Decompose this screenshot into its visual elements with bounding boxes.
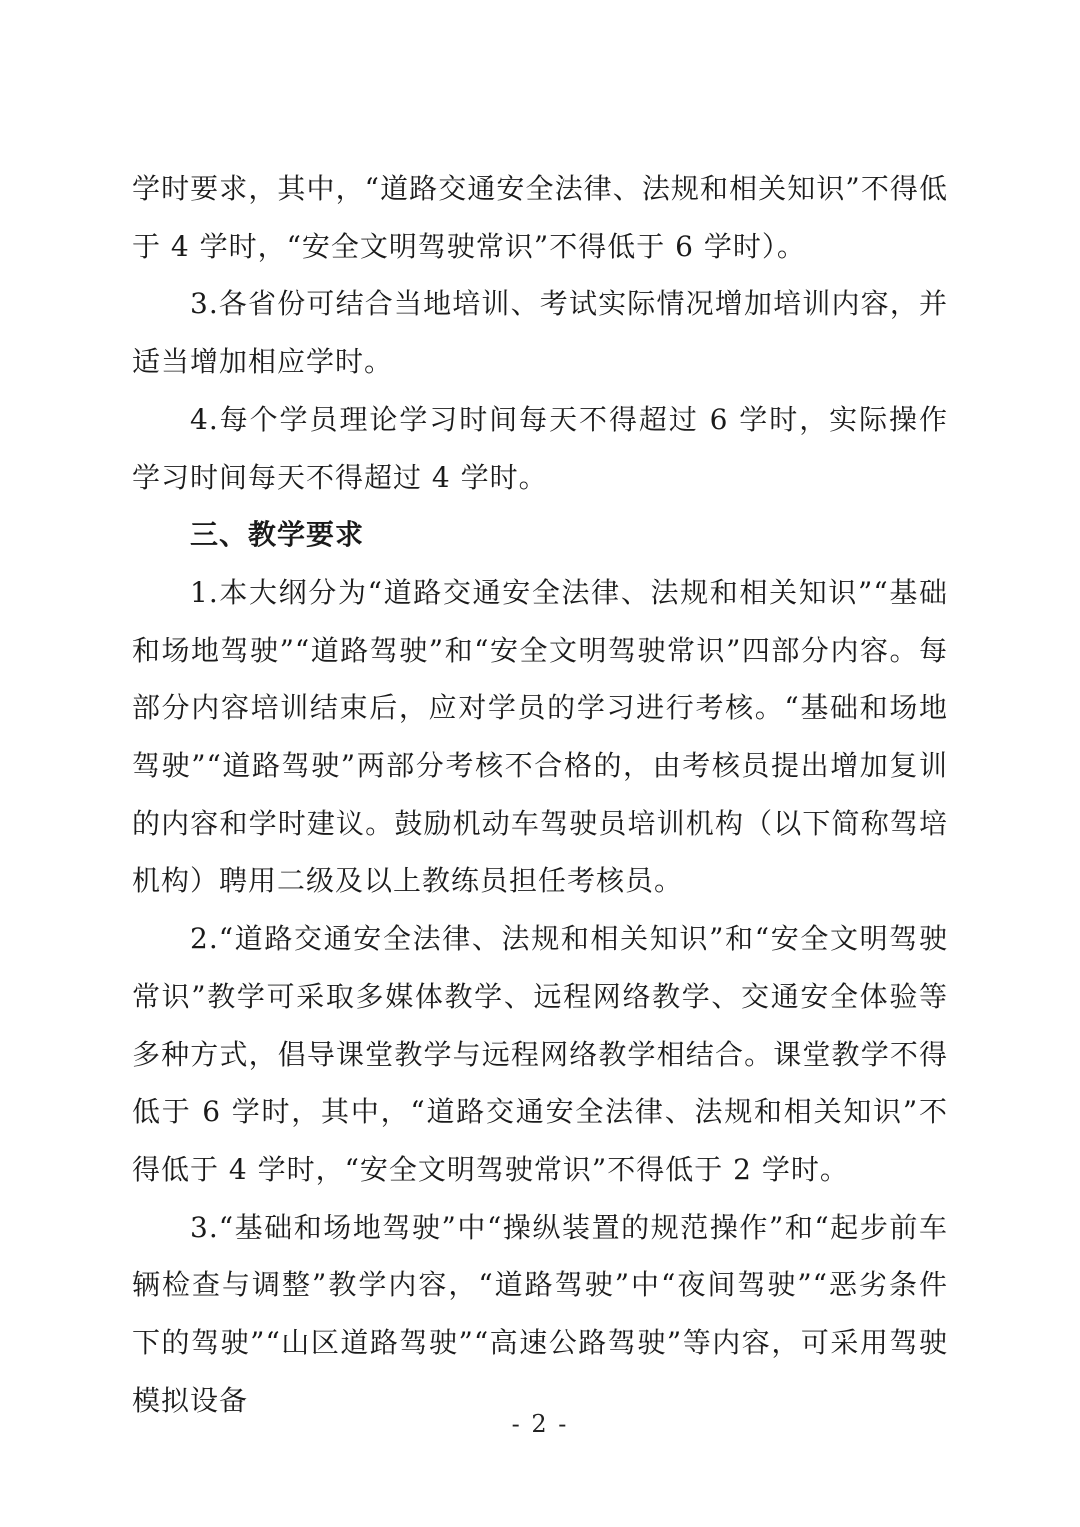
paragraph-teaching-1: 1.本大纲分为“道路交通安全法律、法规和相关知识”“基础和场地驾驶”“道路驾驶”和“安全文明驾驶常识”四部分内容。每部分内容培训结束后，应对学员的学习进行考核。“基础和场地驾驶”“道路驾驶”两部分考核不合格的，由考核员提出增加复训的内容和学时建议。鼓励机动车驾驶员培训机构（以下简称驾培机构）聘用二级及以上教练员担任考核员。 — [132, 575, 948, 898]
paragraph-continuation: 学时要求，其中，“道路交通安全法律、法规和相关知识”不得低于 4 学时，“安全文明驾驶常识”不得低于 6 学时）。 — [132, 172, 948, 263]
paragraph-teaching-2: 2.“道路交通安全法律、法规和相关知识”和“安全文明驾驶常识”教学可采取多媒体教学、远程网络教学、交通安全体验等多种方式，倡导课堂教学与远程网络教学相结合。课堂教学不得低于 6 学时，其中，“道路交通安全法律、法规和相关知识”不得低于 4 学时，“安全文明驾驶常识”不得低于 2 学时。 — [132, 922, 948, 1186]
paragraph-item-4: 4.每个学员理论学习时间每天不得超过 6 学时，实际操作学习时间每天不得超过 4 学时。 — [132, 402, 948, 494]
document-body — [132, 160, 948, 1429]
section-heading: 三、教学要求 — [190, 518, 365, 552]
page-number: - 2 - — [511, 1410, 569, 1438]
paragraph-teaching-3: 3.“基础和场地驾驶”中“操纵装置的规范操作”和“起步前车辆检查与调整”教学内容，“道路驾驶”中“夜间驾驶”“恶劣条件下的驾驶”“山区道路驾驶”“高速公路驾驶”等内容，可采用驾驶模拟设备 — [132, 1210, 948, 1417]
paragraph-item-3: 3.各省份可结合当地培训、考试实际情况增加培训内容，并适当增加相应学时。 — [132, 287, 948, 379]
